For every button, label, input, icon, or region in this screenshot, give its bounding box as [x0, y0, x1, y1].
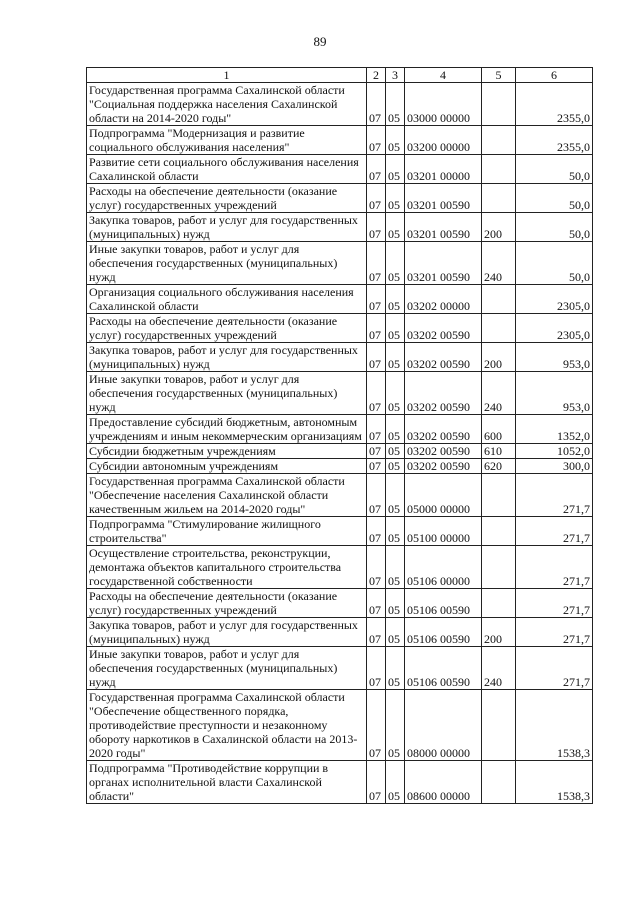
row-col3-cell: 05: [386, 761, 405, 804]
row-col2-cell: 07: [367, 546, 386, 589]
row-col2-cell: 07: [367, 618, 386, 647]
row-col2-cell: 07: [367, 589, 386, 618]
row-amount-cell: 1538,3: [516, 690, 593, 761]
row-col5-cell: [482, 184, 516, 213]
row-col3-cell: 05: [386, 155, 405, 184]
header-col-4: 4: [405, 68, 482, 83]
row-amount-cell: 953,0: [516, 372, 593, 415]
row-col5-cell: 240: [482, 242, 516, 285]
row-code-cell: 05106 00590: [405, 647, 482, 690]
header-col-3: 3: [386, 68, 405, 83]
header-col-2: 2: [367, 68, 386, 83]
row-col2-cell: 07: [367, 126, 386, 155]
row-name-cell: Государственная программа Сахалинской области "Обеспечение населения Сахалинской области качественным жильем на 2014-2020 годы": [87, 474, 367, 517]
row-name-cell: Государственная программа Сахалинской области "Обеспечение общественного порядка, противодействие преступности и незаконному обороту наркотиков в Сахалинской области на 2013-2020 годы": [87, 690, 367, 761]
row-amount-cell: 271,7: [516, 589, 593, 618]
row-col2-cell: 07: [367, 517, 386, 546]
table-row: [87, 459, 593, 474]
row-col5-cell: [482, 285, 516, 314]
row-name-cell: Расходы на обеспечение деятельности (оказание услуг) государственных учреждений: [87, 314, 367, 343]
row-col3-cell: 05: [386, 343, 405, 372]
row-col5-cell: 200: [482, 343, 516, 372]
row-col2-cell: 07: [367, 83, 386, 126]
row-code-cell: 03200 00000: [405, 126, 482, 155]
row-col3-cell: 05: [386, 690, 405, 761]
row-col5-cell: [482, 314, 516, 343]
row-amount-cell: 2305,0: [516, 285, 593, 314]
row-code-cell: 08600 00000: [405, 761, 482, 804]
row-col5-cell: 200: [482, 618, 516, 647]
table-row: [87, 213, 593, 242]
row-col5-cell: [482, 83, 516, 126]
row-code-cell: 05100 00000: [405, 517, 482, 546]
row-code-cell: 03202 00590: [405, 372, 482, 415]
row-col2-cell: 07: [367, 372, 386, 415]
table-row: [87, 372, 593, 415]
row-amount-cell: 2355,0: [516, 126, 593, 155]
row-amount-cell: 271,7: [516, 474, 593, 517]
row-name-cell: Субсидии бюджетным учреждениям: [87, 444, 367, 459]
row-code-cell: 03202 00590: [405, 314, 482, 343]
row-col5-cell: [482, 474, 516, 517]
row-col5-cell: 600: [482, 415, 516, 444]
row-name-cell: Иные закупки товаров, работ и услуг для обеспечения государственных (муниципальных) нужд: [87, 372, 367, 415]
row-amount-cell: 50,0: [516, 155, 593, 184]
table-row: [87, 690, 593, 761]
row-col3-cell: 05: [386, 372, 405, 415]
row-col5-cell: [482, 589, 516, 618]
row-name-cell: Развитие сети социального обслуживания населения Сахалинской области: [87, 155, 367, 184]
row-code-cell: 03201 00590: [405, 184, 482, 213]
row-amount-cell: 50,0: [516, 213, 593, 242]
row-name-cell: Закупка товаров, работ и услуг для государственных (муниципальных) нужд: [87, 618, 367, 647]
table-row: [87, 546, 593, 589]
row-amount-cell: 271,7: [516, 517, 593, 546]
table-row: [87, 444, 593, 459]
row-col2-cell: 07: [367, 343, 386, 372]
row-code-cell: 03202 00590: [405, 459, 482, 474]
row-amount-cell: 1052,0: [516, 444, 593, 459]
row-code-cell: 05000 00000: [405, 474, 482, 517]
row-name-cell: Расходы на обеспечение деятельности (оказание услуг) государственных учреждений: [87, 589, 367, 618]
table-row: [87, 126, 593, 155]
row-col2-cell: 07: [367, 155, 386, 184]
row-code-cell: 05106 00590: [405, 618, 482, 647]
row-amount-cell: 271,7: [516, 618, 593, 647]
row-col3-cell: 05: [386, 83, 405, 126]
row-amount-cell: 271,7: [516, 647, 593, 690]
table-row: [87, 618, 593, 647]
row-col5-cell: [482, 546, 516, 589]
row-col5-cell: [482, 517, 516, 546]
row-col3-cell: 05: [386, 647, 405, 690]
row-amount-cell: 2305,0: [516, 314, 593, 343]
row-amount-cell: 2355,0: [516, 83, 593, 126]
budget-table: [86, 67, 593, 804]
page-number: 89: [313, 34, 327, 49]
row-col5-cell: 620: [482, 459, 516, 474]
row-col2-cell: 07: [367, 415, 386, 444]
row-col2-cell: 07: [367, 690, 386, 761]
header-col-1: 1: [87, 68, 367, 83]
row-col5-cell: 610: [482, 444, 516, 459]
row-name-cell: Закупка товаров, работ и услуг для государственных (муниципальных) нужд: [87, 343, 367, 372]
row-name-cell: Иные закупки товаров, работ и услуг для обеспечения государственных (муниципальных) нужд: [87, 647, 367, 690]
row-code-cell: 05106 00000: [405, 546, 482, 589]
table-header-row: [87, 68, 593, 83]
row-code-cell: 03202 00000: [405, 285, 482, 314]
table-row: [87, 314, 593, 343]
table-row: [87, 517, 593, 546]
row-name-cell: Организация социального обслуживания населения Сахалинской области: [87, 285, 367, 314]
row-name-cell: Расходы на обеспечение деятельности (оказание услуг) государственных учреждений: [87, 184, 367, 213]
row-code-cell: 03000 00000: [405, 83, 482, 126]
row-name-cell: Иные закупки товаров, работ и услуг для обеспечения государственных (муниципальных) нужд: [87, 242, 367, 285]
row-name-cell: Осуществление строительства, реконструкции, демонтажа объектов капитального строительства государственной собственности: [87, 546, 367, 589]
row-col5-cell: [482, 126, 516, 155]
table-row: [87, 474, 593, 517]
row-col5-cell: [482, 690, 516, 761]
row-name-cell: Субсидии автономным учреждениям: [87, 459, 367, 474]
row-name-cell: Подпрограмма "Стимулирование жилищного строительства": [87, 517, 367, 546]
row-col2-cell: 07: [367, 761, 386, 804]
row-col3-cell: 05: [386, 618, 405, 647]
row-code-cell: 03201 00590: [405, 213, 482, 242]
row-col2-cell: 07: [367, 184, 386, 213]
row-amount-cell: 50,0: [516, 184, 593, 213]
table-row: [87, 589, 593, 618]
row-col2-cell: 07: [367, 647, 386, 690]
row-col3-cell: 05: [386, 213, 405, 242]
row-col5-cell: [482, 761, 516, 804]
table-body: [87, 83, 593, 804]
row-amount-cell: 1352,0: [516, 415, 593, 444]
row-name-cell: Подпрограмма "Модернизация и развитие социального обслуживания населения": [87, 126, 367, 155]
row-col2-cell: 07: [367, 285, 386, 314]
row-amount-cell: 271,7: [516, 546, 593, 589]
table-row: [87, 647, 593, 690]
row-name-cell: Закупка товаров, работ и услуг для государственных (муниципальных) нужд: [87, 213, 367, 242]
row-col5-cell: 200: [482, 213, 516, 242]
row-col5-cell: [482, 155, 516, 184]
table-row: [87, 242, 593, 285]
row-col3-cell: 05: [386, 126, 405, 155]
row-col3-cell: 05: [386, 415, 405, 444]
row-amount-cell: 50,0: [516, 242, 593, 285]
table-row: [87, 761, 593, 804]
row-col3-cell: 05: [386, 285, 405, 314]
row-code-cell: 03202 00590: [405, 343, 482, 372]
row-col2-cell: 07: [367, 459, 386, 474]
row-amount-cell: 1538,3: [516, 761, 593, 804]
table-row: [87, 415, 593, 444]
row-amount-cell: 953,0: [516, 343, 593, 372]
row-code-cell: 08000 00000: [405, 690, 482, 761]
row-col3-cell: 05: [386, 474, 405, 517]
row-col3-cell: 05: [386, 517, 405, 546]
row-col3-cell: 05: [386, 314, 405, 343]
row-name-cell: Предоставление субсидий бюджетным, автономным учреждениям и иным некоммерческим организациям: [87, 415, 367, 444]
row-col3-cell: 05: [386, 184, 405, 213]
row-col2-cell: 07: [367, 242, 386, 285]
row-col3-cell: 05: [386, 589, 405, 618]
row-code-cell: 03202 00590: [405, 444, 482, 459]
row-col3-cell: 05: [386, 459, 405, 474]
row-col3-cell: 05: [386, 242, 405, 285]
row-col3-cell: 05: [386, 444, 405, 459]
row-code-cell: 03202 00590: [405, 415, 482, 444]
row-col2-cell: 07: [367, 444, 386, 459]
row-code-cell: 05106 00590: [405, 589, 482, 618]
row-col3-cell: 05: [386, 546, 405, 589]
row-name-cell: Подпрограмма "Противодействие коррупции в органах исполнительной власти Сахалинской области": [87, 761, 367, 804]
row-amount-cell: 300,0: [516, 459, 593, 474]
header-col-5: 5: [482, 68, 516, 83]
row-col2-cell: 07: [367, 474, 386, 517]
table-row: [87, 285, 593, 314]
table-row: [87, 155, 593, 184]
row-code-cell: 03201 00590: [405, 242, 482, 285]
row-name-cell: Государственная программа Сахалинской области "Социальная поддержка населения Сахалинской области на 2014-2020 годы": [87, 83, 367, 126]
row-code-cell: 03201 00000: [405, 155, 482, 184]
row-col5-cell: 240: [482, 647, 516, 690]
header-col-6: 6: [516, 68, 593, 83]
table-row: [87, 83, 593, 126]
table-row: [87, 184, 593, 213]
row-col2-cell: 07: [367, 213, 386, 242]
row-col2-cell: 07: [367, 314, 386, 343]
table-row: [87, 343, 593, 372]
row-col5-cell: 240: [482, 372, 516, 415]
